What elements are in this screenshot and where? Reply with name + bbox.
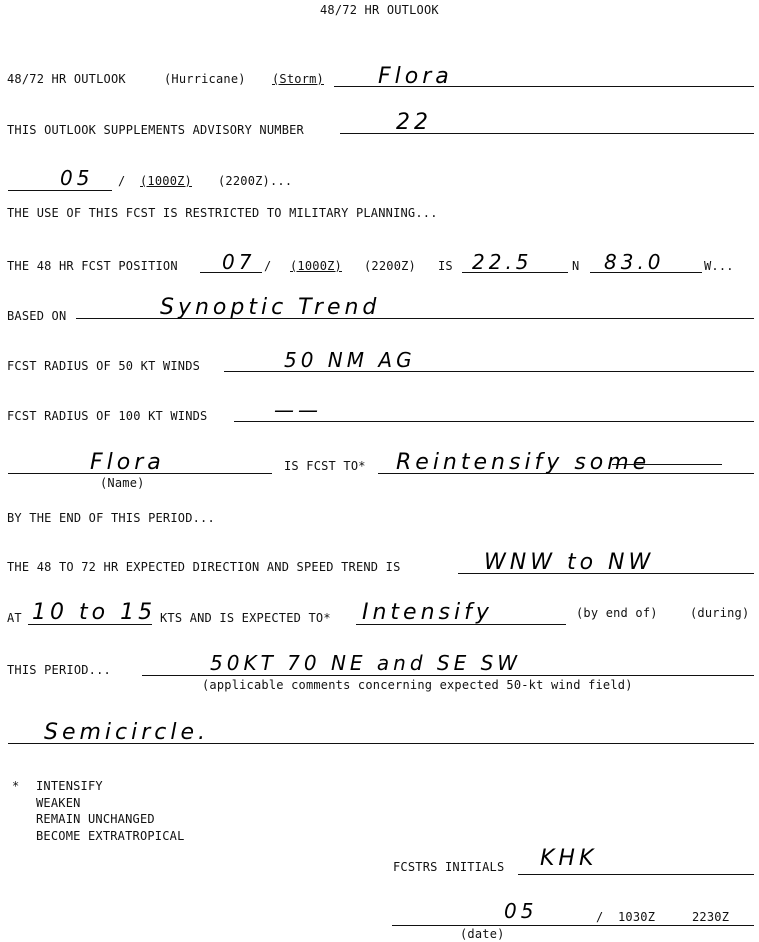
trend-label: THE 48 TO 72 HR EXPECTED DIRECTION AND SPEED TREND IS	[7, 560, 401, 574]
position-slash: /	[264, 259, 272, 273]
at-label: AT	[7, 611, 22, 625]
footnote-item: REMAIN UNCHANGED	[36, 812, 155, 826]
storm-option: (Storm)	[272, 72, 324, 86]
comments-line	[142, 675, 754, 676]
advisory-number-value: 22	[396, 110, 432, 135]
radius-50kt-value: 50 NM AG	[284, 348, 416, 372]
based-on-value: Synoptic Trend	[160, 295, 381, 320]
fcst-position-label: THE 48 HR FCST POSITION	[7, 259, 178, 273]
during-option: (during)	[690, 606, 750, 620]
by-end-of-option: (by end of)	[576, 606, 658, 620]
longitude-value: 83.0	[604, 250, 665, 274]
page-title: 48/72 HR OUTLOOK	[320, 3, 439, 17]
position-day-value: 07	[222, 250, 256, 274]
end-of-period-label: BY THE END OF THIS PERIOD...	[7, 511, 215, 525]
time-option-2200z: (2200Z)...	[218, 174, 293, 188]
fcst-to-label: IS FCST TO*	[284, 459, 366, 473]
date-time-2230z: 2230Z	[692, 910, 730, 924]
footnote-item: INTENSIFY	[36, 779, 103, 793]
footnote-item: WEAKEN	[36, 796, 81, 810]
latitude-value: 22.5	[472, 250, 533, 274]
date-slash: /	[596, 910, 604, 924]
advisory-label: THIS OUTLOOK SUPPLEMENTS ADVISORY NUMBER	[7, 123, 304, 137]
restriction-notice: THE USE OF THIS FCST IS RESTRICTED TO MILITARY PLANNING...	[7, 206, 438, 220]
date-day-value: 05	[504, 899, 538, 923]
radius-50kt-label: FCST RADIUS OF 50 KT WINDS	[7, 359, 201, 373]
storm-name-value: Flora	[378, 64, 453, 89]
hurricane-option: (Hurricane)	[164, 72, 246, 86]
comments-value: 50KT 70 NE and SE SW	[210, 651, 522, 675]
day-line-1	[8, 190, 112, 191]
footnote-star: *	[12, 779, 20, 793]
day-value-1: 05	[60, 166, 94, 190]
this-period-label: THIS PERIOD...	[7, 663, 111, 677]
date-line	[392, 925, 754, 926]
day-slash-1: /	[118, 174, 126, 188]
fcst-to-value: Reintensify some	[396, 450, 651, 475]
latitude-n: N	[572, 259, 580, 273]
date-caption: (date)	[460, 927, 505, 941]
initials-label: FCSTRS INITIALS	[393, 860, 505, 874]
initials-value: KHK	[540, 846, 598, 871]
outlook-label: 48/72 HR OUTLOOK	[7, 72, 126, 86]
position-is-label: IS	[438, 259, 453, 273]
trend-value: WNW to NW	[484, 550, 655, 575]
position-time-1000z: (1000Z)	[290, 259, 342, 273]
expected-to-value: Intensify	[362, 600, 493, 625]
longitude-w: W...	[704, 259, 734, 273]
date-time-1030z: 1030Z	[618, 910, 656, 924]
expected-to-label: KTS AND IS EXPECTED TO*	[160, 611, 331, 625]
radius-100kt-label: FCST RADIUS OF 100 KT WINDS	[7, 409, 208, 423]
footnote-item: BECOME EXTRATROPICAL	[36, 829, 185, 843]
name-value: Flora	[90, 450, 165, 475]
strikeout-mark	[612, 464, 722, 465]
based-on-label: BASED ON	[7, 309, 67, 323]
radius-100kt-value: ——	[274, 398, 322, 422]
comments-continued-value: Semicircle.	[44, 720, 210, 745]
position-time-2200z: (2200Z)	[364, 259, 416, 273]
speed-value: 10 to 15	[32, 600, 157, 625]
comments-caption: (applicable comments concerning expected 50-kt wind field)	[202, 678, 633, 692]
time-option-1000z: (1000Z)	[140, 174, 192, 188]
name-caption: (Name)	[100, 476, 145, 490]
initials-line	[518, 874, 754, 875]
